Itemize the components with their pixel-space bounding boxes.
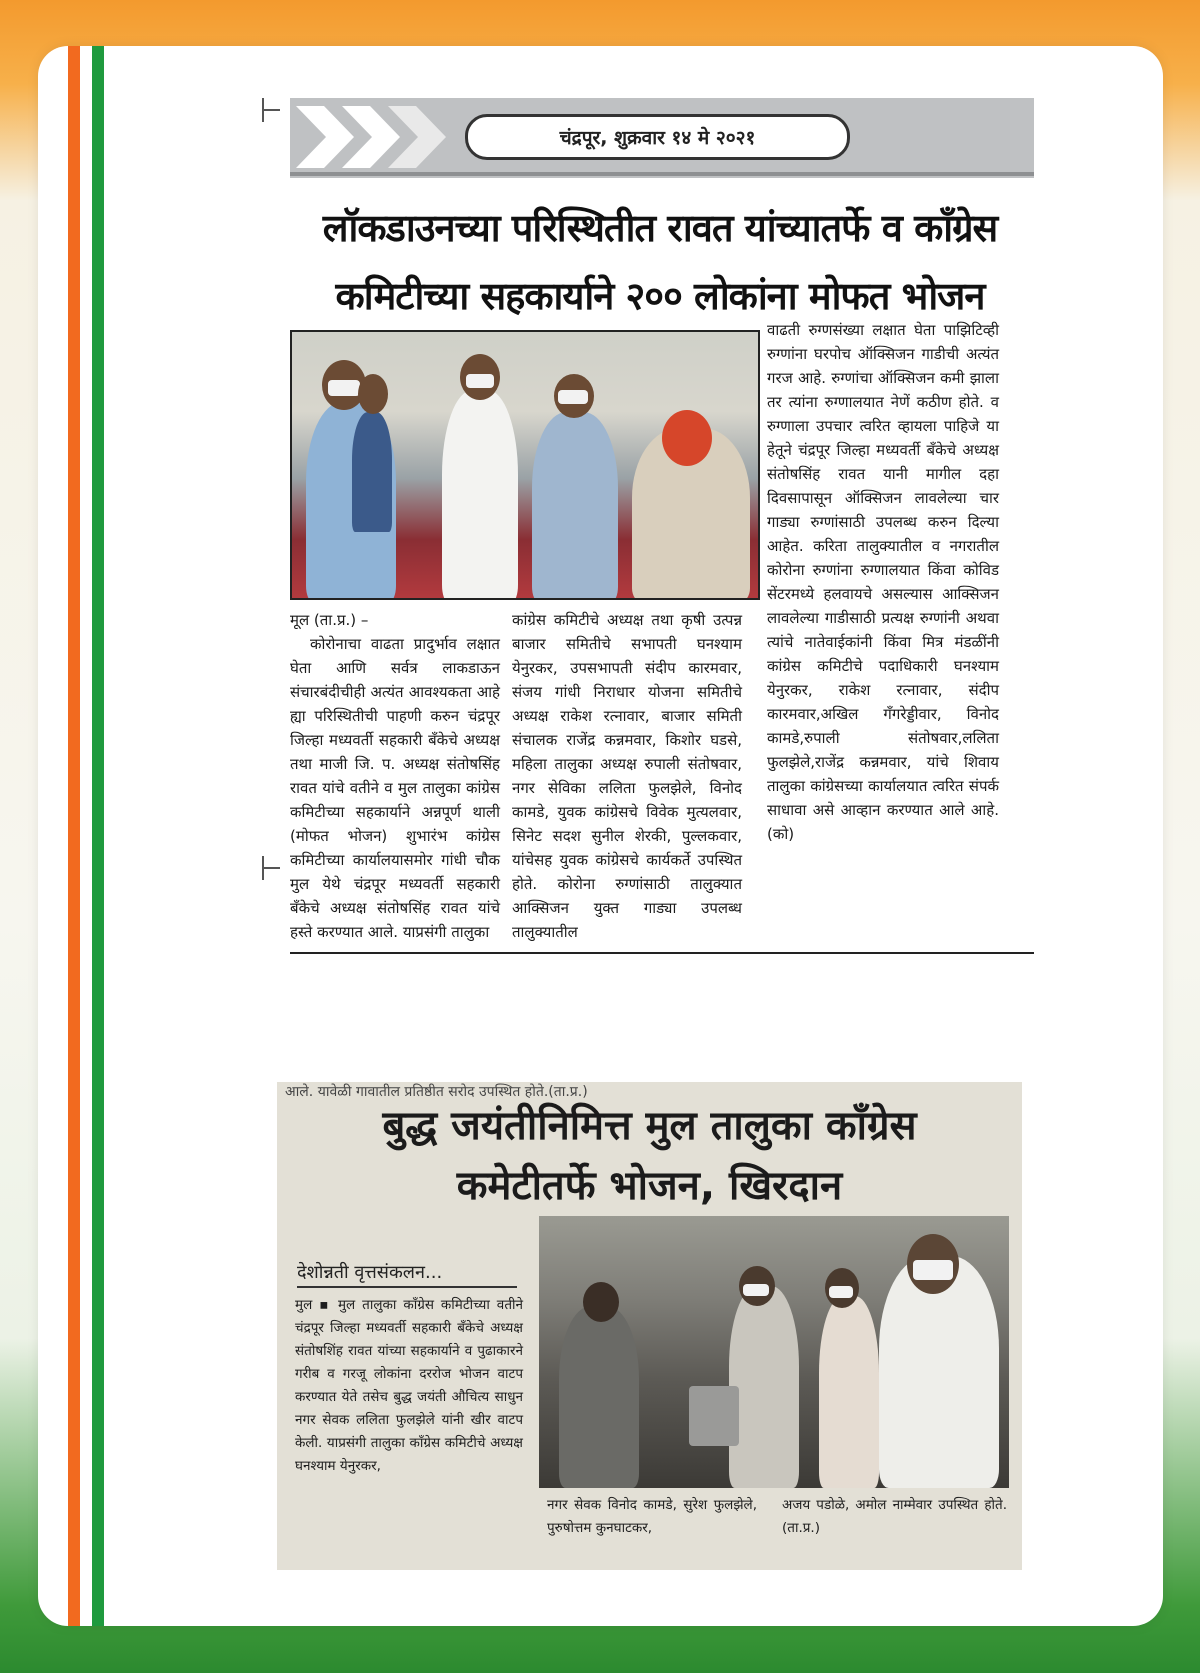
headline-2-line-1: बुद्ध जयंतीनिमित्त मुल तालुका काँग्रेस	[382, 1103, 917, 1149]
header-band	[290, 98, 1034, 178]
article-2-column-2: नगर सेवक विनोद कामडे, सुरेश फुलझेले, पुरुषोत्तम कुनघाटकर,	[547, 1497, 757, 1536]
dateline: मूल (ता.प्र.) –	[290, 611, 369, 629]
header-rule	[290, 172, 1034, 176]
tricolor-stripe-white	[80, 46, 92, 1626]
article-text-col-2: कांग्रेस कमिटीचे अध्यक्ष तथा कृषी उत्पन्न बाजार समितीचे सभापती घनश्याम येनुरकर, उपसभापती संदीप कारमवार, संजय गांधी निराधार योजना समितीचे अध्यक्ष राकेश रत्नावार, बाजार समिती संचालक राजेंद्र कन्नमवार, किशोर घडसे, महिला तालुका अध्यक्ष रुपाली संतोषवार, नगर सेविका ललिता फुलझेले, विनोद कामडे, युवक कांग्रेसचे विवेक मुत्यलवार, सिनेट सदश सुनील शेरकी, पुल्लकवार, यांचेसह युवक कांग्रेसचे कार्यकर्ते उपस्थित होते. कोरोना रुग्णांसाठी तालुक्यात आक्सिजन युक्त गाड्या उपलब्ध तालुक्यातील	[512, 611, 742, 941]
registration-mark	[262, 98, 280, 122]
news-photo-2	[539, 1216, 1009, 1488]
newspaper-clipping-2	[277, 1082, 1022, 1570]
registration-mark	[262, 856, 280, 880]
tricolor-stripe-saffron	[68, 46, 80, 1626]
headline-line-1: लॉकडाउनच्या परिस्थितीत रावत यांच्यातर्फे व काँग्रेस	[322, 206, 998, 250]
article-text-col-1: कोरोनाचा वाढता प्रादुर्भाव लक्षात घेता आणि सर्वत्र लाकडाऊन संचारबंदीचीही अत्यंत आवश्यकता आहे ह्या परिस्थितीची पाहणी करुन चंद्रपूर जिल्हा मध्यवर्ती सहकारी बँकेचे अध्यक्ष तथा माजी जि. प. अध्यक्ष संतोषसिंह रावत यांचे वतीने व मुल तालुका कांग्रेस कमिटीच्या सहकार्याने अन्नपूर्ण थाली (मोफत भोजन) शुभारंभ कांग्रेस कमिटीच्या कार्यालयासमोर गांधी चौक मुल येथे चंद्रपूर मध्यवर्ती सहकारी बँकेचे अध्यक्ष संतोषसिंह रावत यांचे हस्ते करण्यात आले. याप्रसंगी तालुका	[290, 635, 500, 941]
date-pill: चंद्रपूर, शुक्रवार १४ मे २०२१	[465, 114, 850, 160]
article-column-1	[290, 608, 500, 944]
headline	[286, 194, 1034, 330]
byline-rule	[297, 1286, 517, 1288]
article-column-2	[512, 608, 742, 944]
headline-2-line-2: कमेटीतर्फे भोजन, खिरदान	[456, 1163, 843, 1209]
bottom-rule	[290, 952, 1034, 954]
article-2-column-1: मुल ▪ मुल तालुका कॉंग्रेस कमिटीच्या वतीने चंद्रपूर जिल्हा मध्यवर्ती सहकारी बँकेचे अध्यक्ष संतोषशिंह रावत यांच्या सहकार्याने व पुढाकारने गरीब व गरजू लोकांना दररोज भोजन वाटप करण्यात येते तसेच बुद्ध जयंती औचित्य साधुन नगर सेवक ललिता फुलझेले यांनी खीर वाटप केली. याप्रसंगी तालुका कॉंग्रेस कमिटीचे अध्यक्ष घनश्याम येनुरकर,	[295, 1297, 523, 1474]
byline: देशोन्नती वृत्तसंकलन...	[297, 1262, 443, 1283]
chevron-icon	[388, 106, 448, 168]
newspaper-clipping-1	[262, 98, 1034, 1028]
article-column-3	[767, 318, 999, 846]
article-2-column-3: अजय पडोळे, अमोल नाम्मेवार उपस्थित होते.(ता.प्र.)	[782, 1497, 1007, 1536]
tricolor-stripe-green	[92, 46, 104, 1626]
headline-line-2: कमिटीच्या सहकार्याने २०० लोकांना मोफत भोजन	[335, 274, 985, 318]
top-fragment-text: आले. यावेळी गावातील प्रतिष्ठीत सरोद उपस्थित होते.(ता.प्र.)	[285, 1084, 588, 1100]
news-photo-1	[290, 330, 760, 600]
headline-2	[277, 1096, 1022, 1216]
article-text-col-3: वाढती रुग्णसंख्या लक्षात घेता पाझिटिव्ही रुग्णांना घरपोच ऑक्सिजन गाडीची अत्यंत गरज आहे. रुग्णांचा ऑक्सिजन कमी झाला तर त्यांना रुग्णालयात नेणें कठीण होते. व रुग्णाला उपचार त्वरित व्हायला पाहिजे या हेतूने चंद्रपूर जिल्हा मध्यवर्ती बँकेचे अध्यक्ष संतोषसिंह रावत यानी मागील दहा दिवसापासून ऑक्सिजन लावलेल्या चार गाड्या रुग्णांसाठी उपलब्ध करुन दिल्या आहेत. करिता तालुक्यातील व नगरातील कोरोना रुग्णांना रुग्णालयात किंवा कोविड सेंटरमध्ये हलवायचे असल्यास आक्सिजन लावलेल्या गाडीसाठी प्रत्यक्ष रुग्णांनी अथवा त्यांचे नातेवाईकांनी किंवा मित्र मंडळींनी कांग्रेस कमिटीचे पदाधिकारी घनश्याम येनुरकर, राकेश रत्नावार, संदीप कारमवार,अखिल गँगरेड्डीवार, विनोद कामडे,रुपाली संतोषवार,ललिता फुलझेले,राजेंद्र कन्नमवार, यांचे शिवाय तालुका कांग्रेसच्या कार्यालयात त्वरित संपर्क साधावा असे आव्हान करण्यात आले आहे. (को)	[767, 321, 999, 843]
